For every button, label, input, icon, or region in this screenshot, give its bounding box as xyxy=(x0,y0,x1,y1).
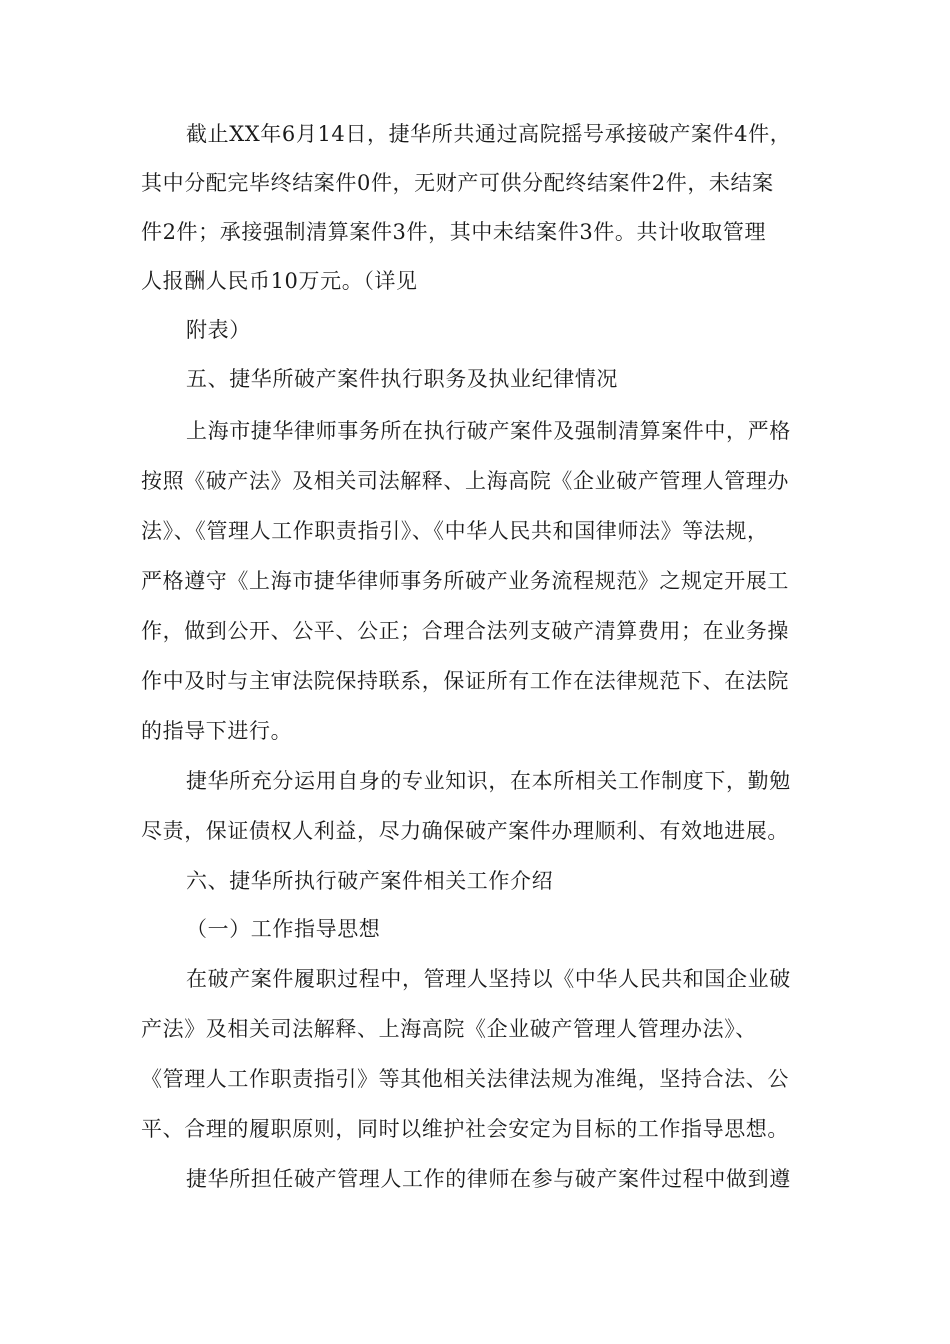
paragraph-line: 严格遵守《上海市捷华律师事务所破产业务流程规范》之规定开展工 xyxy=(141,569,789,593)
paragraph-line: 法》、《管理人工作职责指引》、《中华人民共和国律师法》等法规， xyxy=(141,519,769,543)
paragraph-line: 尽责，保证债权人利益，尽力确保破产案件办理顺利、有效地进展。 xyxy=(141,819,789,843)
paragraph-line: 按照《破产法》及相关司法解释、上海高院《企业破产管理人管理办 xyxy=(141,469,789,493)
paragraph-line: 在破产案件履职过程中，管理人坚持以《中华人民共和国企业破 xyxy=(186,967,791,991)
paragraph-line: 件2件；承接强制清算案件3件，其中未结案件3件。共计收取管理 xyxy=(141,220,767,244)
paragraph-line: 的指导下进行。 xyxy=(141,719,293,743)
paragraph-line: 平、合理的履职原则，同时以维护社会安定为目标的工作指导思想。 xyxy=(141,1117,789,1141)
paragraph-line: 截止XX年6月14日，捷华所共通过高院摇号承接破产案件4件， xyxy=(186,122,792,146)
paragraph-line: 作，做到公开、公平、公正；合理合法列支破产清算费用；在业务操 xyxy=(141,619,789,643)
paragraph-line: 产法》及相关司法解释、上海高院《企业破产管理人管理办法》、 xyxy=(141,1017,757,1041)
paragraph-line: 《管理人工作职责指引》等其他相关法律法规为准绳，坚持合法、公 xyxy=(141,1067,789,1091)
section-heading-five: 五、捷华所破产案件执行职务及执业纪律情况 xyxy=(186,367,618,391)
paragraph-line: 上海市捷华律师事务所在执行破产案件及强制清算案件中，严格 xyxy=(186,419,791,443)
subsection-heading: （一）工作指导思想 xyxy=(186,917,381,941)
paragraph-line: 作中及时与主审法院保持联系，保证所有工作在法律规范下、在法院 xyxy=(141,669,789,693)
paragraph-line: 人报酬人民币10万元。（详见 xyxy=(141,269,418,293)
paragraph-line: 捷华所担任破产管理人工作的律师在参与破产案件过程中做到遵 xyxy=(186,1167,791,1191)
paragraph-line: 附表） xyxy=(186,318,251,342)
section-heading-six: 六、捷华所执行破产案件相关工作介绍 xyxy=(186,869,554,893)
paragraph-line: 捷华所充分运用自身的专业知识，在本所相关工作制度下，勤勉 xyxy=(186,769,791,793)
paragraph-line: 其中分配完毕终结案件0件，无财产可供分配终结案件2件，未结案 xyxy=(141,171,774,195)
